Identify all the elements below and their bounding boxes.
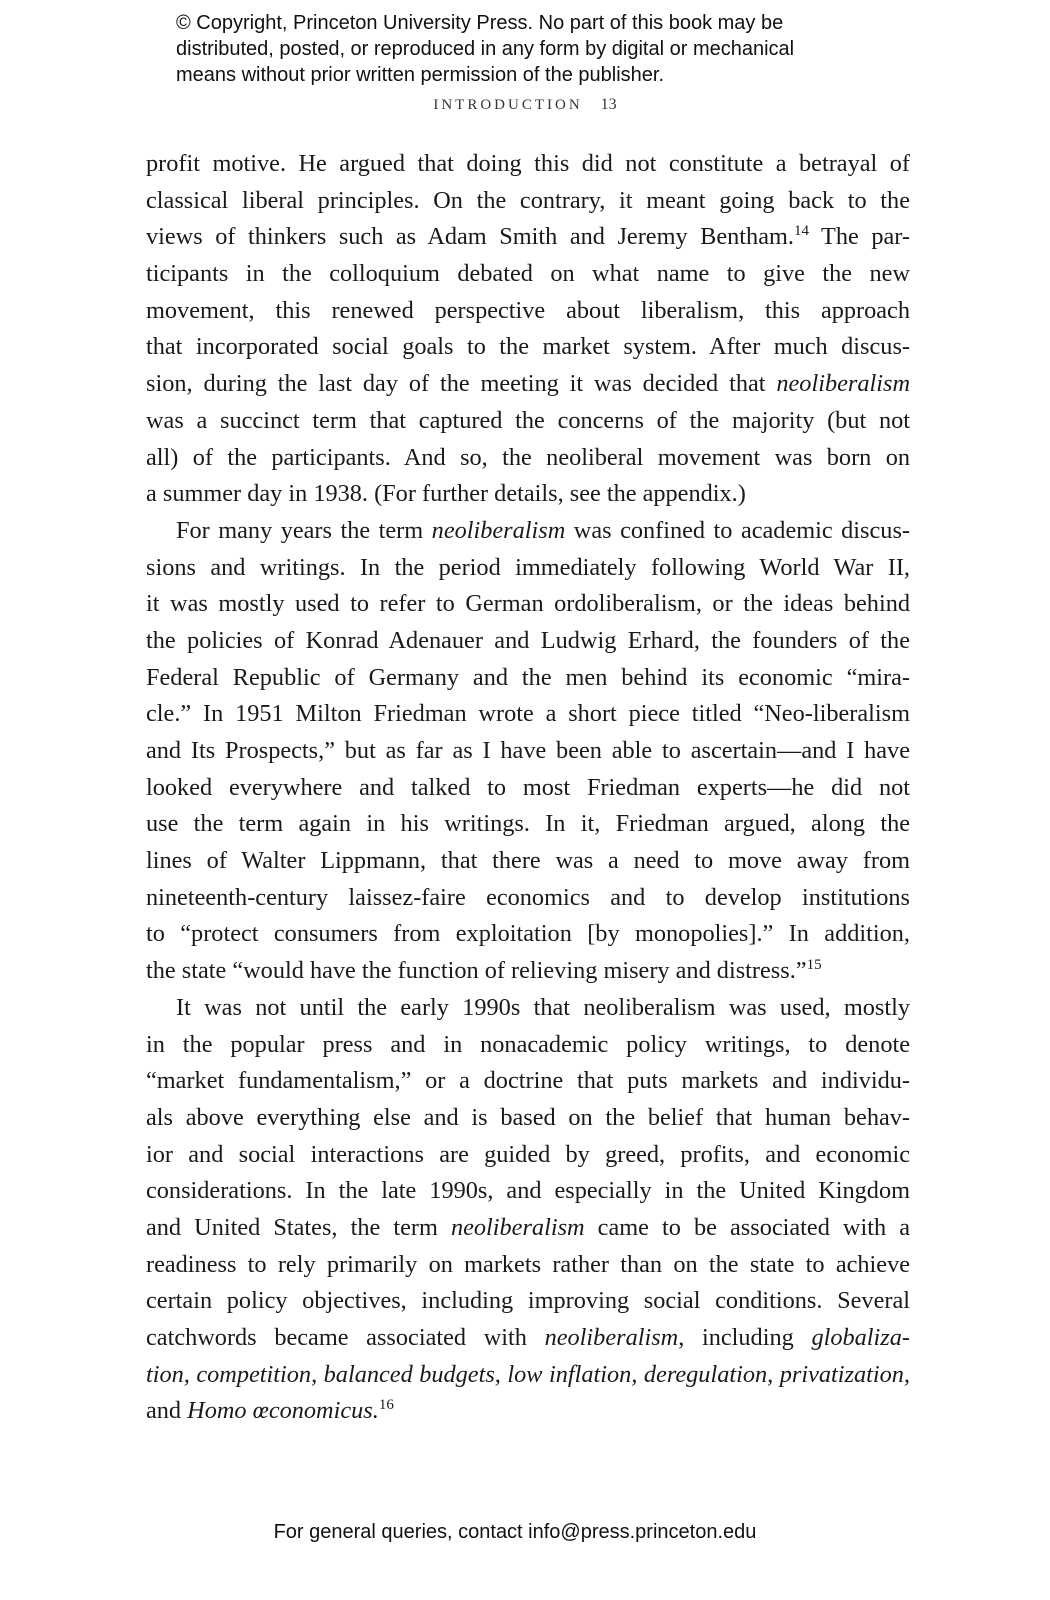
text-run: , including <box>678 1324 812 1351</box>
text-line <box>146 1247 910 1284</box>
text-line <box>146 440 910 477</box>
text-run: and <box>146 1397 188 1425</box>
notice-line: means without prior written permission of the publisher. <box>176 64 665 86</box>
notice-line: distributed, posted, or reproduced in any form by digital or mechanical <box>176 38 795 60</box>
text-line <box>146 1100 910 1137</box>
text-line <box>146 916 910 953</box>
text-line <box>146 733 910 770</box>
text-run: cle.” In 1951 Milton Friedman wrote a short piece titled “Neo-liberalism <box>146 700 910 728</box>
text-run: readiness to rely primarily on markets rather than on the state to achieve <box>146 1250 910 1278</box>
text-line <box>146 329 910 366</box>
copyright-notice <box>176 10 794 88</box>
text-line <box>146 1027 910 1064</box>
text-line <box>146 1393 910 1430</box>
text-run: catchwords became associated with <box>146 1324 545 1351</box>
text-line <box>146 953 910 990</box>
text-run: lines of Walter Lippmann, that there was a need to move away from <box>146 847 910 875</box>
text-run: to “protect consumers from exploitation [by monopolies].” In addition, <box>146 920 910 948</box>
text-line <box>146 806 910 843</box>
text-run: it was mostly used to refer to German ordoliberalism, or the ideas behind <box>146 590 910 618</box>
text-line <box>146 1063 910 1100</box>
text-run: a summer day in 1938. (For further details, see the appendix.) <box>146 480 746 508</box>
text-line <box>146 1173 910 1210</box>
text-run: profit motive. He argued that doing this did not constitute a betrayal of <box>146 150 910 177</box>
text-run: Federal Republic of Germany and the men behind its economic “mira- <box>146 663 910 691</box>
text-line <box>146 513 910 550</box>
paragraph <box>146 990 910 1430</box>
body-text <box>146 146 910 1430</box>
text-run: For many years the term <box>176 516 432 544</box>
text-run: sion, during the last day of the meeting it was decided that <box>146 370 777 398</box>
text-run: movement, this renewed perspective about liberalism, this approach <box>146 296 910 324</box>
page-number: 13 <box>600 96 617 113</box>
text-run: ticipants in the colloquium debated on what name to give the new <box>146 260 910 288</box>
text-run: certain policy objectives, including improving social conditions. Several <box>146 1287 910 1315</box>
text-run: considerations. In the late 1990s, and especially in the United Kingdom <box>146 1177 910 1205</box>
text-run: nineteenth-century laissez-faire economics and to develop institutions <box>146 883 910 911</box>
text-line <box>146 256 910 293</box>
footer-contact: For general queries, contact info@press.princeton.edu <box>273 1521 757 1543</box>
text-run: It was not until the early 1990s that neoliberalism was used, mostly <box>176 993 910 1021</box>
paragraph <box>146 513 910 990</box>
text-line <box>146 696 910 733</box>
text-line <box>146 1357 910 1394</box>
text-line <box>146 990 910 1027</box>
text-line <box>146 660 910 697</box>
text-run: ior and social interactions are guided by greed, profits, and economic <box>146 1140 910 1168</box>
text-run: in the popular press and in nonacademic policy writings, to denote <box>146 1030 910 1058</box>
text-run: The par- <box>808 223 910 251</box>
italic-text: tion, competition, balanced budgets, low inflation, deregulation, privatization, <box>146 1360 910 1388</box>
text-run: and Its Prospects,” but as far as I have been able to ascertain—and I have <box>146 737 910 764</box>
italic-text: globaliza- <box>811 1324 910 1351</box>
text-line <box>146 1137 910 1174</box>
text-run: was confined to academic discus- <box>565 516 910 544</box>
text-run: the policies of Konrad Adenauer and Ludwig Erhard, the founders of the <box>146 626 910 654</box>
text-line <box>146 623 910 660</box>
text-line <box>146 550 910 587</box>
footnote-ref: 14 <box>793 223 809 240</box>
notice-line: © Copyright, Princeton University Press. No part of this book may be <box>176 12 784 34</box>
italic-text: neoliberalism <box>544 1324 679 1351</box>
paragraph <box>146 146 910 513</box>
text-run: the state “would have the function of relieving misery and distress.” <box>146 957 807 985</box>
text-line <box>146 1320 910 1357</box>
text-run: that incorporated social goals to the market system. After much discus- <box>146 333 910 361</box>
text-run: was a succinct term that captured the concerns of the majority (but not <box>146 406 910 434</box>
text-line <box>146 476 910 513</box>
text-run: all) of the participants. And so, the neoliberal movement was born on <box>146 443 910 471</box>
text-line <box>146 403 910 440</box>
text-line <box>146 880 910 917</box>
text-run: and United States, the term <box>146 1213 451 1241</box>
text-line <box>146 183 910 220</box>
text-line <box>146 586 910 623</box>
text-line <box>146 843 910 880</box>
italic-text: neoliberalism <box>776 370 910 398</box>
footnote-ref: 15 <box>806 957 822 974</box>
text-line <box>146 146 910 183</box>
text-line <box>146 770 910 807</box>
text-run: use the term again in his writings. In it, Friedman argued, along the <box>146 810 910 838</box>
text-run: “market fundamentalism,” or a doctrine that puts markets and individu- <box>146 1067 910 1095</box>
text-line <box>146 1210 910 1247</box>
text-run: views of thinkers such as Adam Smith and Jeremy Bentham. <box>146 223 794 251</box>
text-run: als above everything else and is based on the belief that human behav- <box>146 1103 910 1131</box>
text-line <box>146 219 910 256</box>
text-run: looked everywhere and talked to most Friedman experts—he did not <box>146 773 910 801</box>
text-run: classical liberal principles. On the contrary, it meant going back to the <box>146 186 910 214</box>
text-line <box>146 1283 910 1320</box>
running-head <box>0 96 1050 114</box>
footnote-ref: 16 <box>378 1397 394 1414</box>
text-line <box>146 366 910 403</box>
text-run: sions and writings. In the period immediately following World War II, <box>146 553 910 581</box>
text-line <box>146 293 910 330</box>
italic-text: Homo œconomicus. <box>187 1397 379 1425</box>
italic-text: neoliberalism <box>450 1213 585 1241</box>
chapter-title: INTRODUCTION <box>433 97 583 113</box>
text-run: came to be associated with a <box>584 1213 910 1241</box>
italic-text: neoliberalism <box>431 516 566 544</box>
